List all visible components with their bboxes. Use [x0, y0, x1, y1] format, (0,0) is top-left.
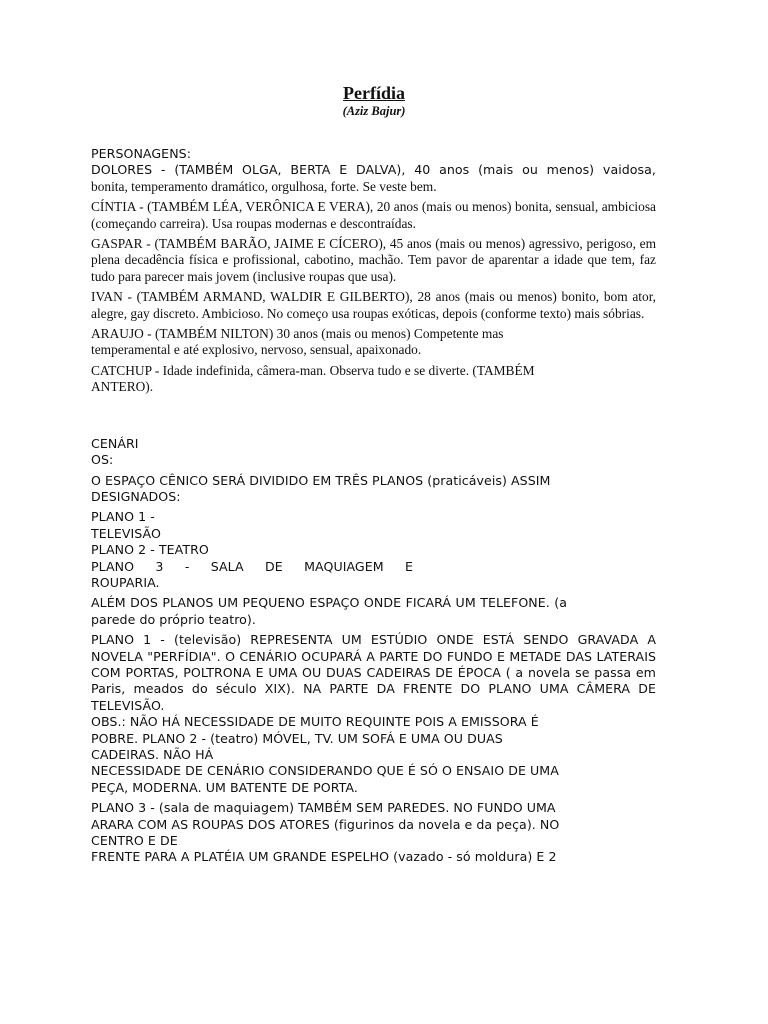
plano3-desc-line3: CENTRO E DE — [91, 833, 178, 849]
character-araujo-line2: temperamental e até explosivo, nervoso, sensual, apaixonado. — [91, 342, 422, 358]
document-author: (Aziz Bajur) — [342, 104, 406, 118]
plano3-name: ROUPARIA. — [91, 574, 160, 590]
characters-section — [91, 146, 656, 195]
plano3-desc-line2: ARARA COM AS ROUPAS DOS ATORES (figurinos da novela e da peça). NO — [91, 816, 560, 832]
plano3-desc-line1: PLANO 3 - (sala de maquiagem) TAMBÉM SEM PAREDES. NO FUNDO UMA — [91, 800, 556, 816]
scenery-intro — [91, 473, 656, 506]
telefone-note: ALÉM DOS PLANOS UM PEQUENO ESPAÇO ONDE FICARÁ UM TELEFONE. (a parede do próprio teatro). — [91, 595, 567, 627]
character-gaspar: GASPAR - (TAMBÉM BARÃO, JAIME E CÍCERO), 45 anos (mais ou menos) agressivo, perigoso, em plena decadência física e profissional, cabotino, machão. Tem pavor de aparentar a idade que tem, faz tudo para parecer mais jovem (inclusive roupas que usa). — [91, 236, 656, 284]
obs-line5: PEÇA, MODERNA. UM BATENTE DE PORTA. — [91, 779, 358, 795]
obs-line2: POBRE. PLANO 2 - (teatro) MÓVEL, TV. UM SOFÁ E UMA OU DUAS — [91, 730, 503, 746]
plano1-name: TELEVISÃO — [91, 525, 161, 541]
character-catchup-line1: CATCHUP - Idade indefinida, câmera-man. Observa tudo e se diverte. (TAMBÉM — [91, 362, 535, 378]
scenery-heading — [91, 436, 656, 469]
plano3-desc-line4: FRENTE PARA A PLATÉIA UM GRANDE ESPELHO (vazado - só moldura) E 2 — [91, 849, 557, 865]
character-dolores-rest: bonita, temperamento dramático, orgulhosa, forte. Se veste bem. — [91, 178, 437, 194]
character-ivan: IVAN - (TAMBÉM ARMAND, WALDIR E GILBERTO), 28 anos (mais ou menos) bonito, bom ator, alegre, gay discreto. Ambicioso. No começo usa roupas exóticas, depois (conforme texto) mais sóbrias. — [91, 289, 656, 321]
scenery-intro-line1: O ESPAÇO CÊNICO SERÁ DIVIDIDO EM TRÊS PLANOS (praticáveis) ASSIM — [91, 472, 551, 488]
plano3-label: PLANO 3 - SALA DE MAQUIAGEM E — [91, 558, 413, 574]
plano1-label: PLANO 1 - — [91, 509, 155, 525]
character-araujo — [91, 326, 656, 359]
obs-line3: CADEIRAS. NÃO HÁ — [91, 747, 214, 762]
plano3-description — [91, 800, 656, 866]
character-catchup — [91, 363, 656, 396]
obs-line4: NECESSIDADE DE CENÁRIO CONSIDERANDO QUE É SÓ O ENSAIO DE UMA — [91, 763, 559, 779]
plano2-label: PLANO 2 - TEATRO — [91, 542, 209, 558]
characters-heading: PERSONAGENS: — [91, 146, 191, 161]
character-catchup-line2: ANTERO). — [91, 379, 154, 395]
obs-line1: OBS.: NÃO HÁ NECESSIDADE DE MUITO REQUINTE POIS A EMISSORA É — [91, 714, 539, 730]
scenery-heading-part1: CENÁRI — [91, 435, 139, 451]
document-body — [91, 146, 656, 870]
scenery-intro-line2: DESIGNADOS: — [91, 488, 181, 504]
character-araujo-line1: ARAUJO - (TAMBÉM NILTON) 30 anos (mais ou menos) Competente mas — [91, 326, 504, 342]
planos-list — [91, 509, 656, 591]
obs-note — [91, 714, 656, 796]
character-dolores-caps: DOLORES - (TAMBÉM OLGA, BERTA E DALVA), 40 anos (mais ou menos) vaidosa, — [91, 162, 656, 178]
document-title: Perfídia — [343, 83, 405, 103]
character-cintia: CÍNTIA - (TAMBÉM LÉA, VERÔNICA E VERA), 20 anos (mais ou menos) bonita, sensual, ambiciosa (começando carreira). Usa roupas modernas e descontraídas. — [91, 199, 656, 231]
plano1-description: PLANO 1 - (televisão) REPRESENTA UM ESTÚDIO ONDE ESTÁ SENDO GRAVADA A NOVELA "PERFÍDIA". O CENÁRIO OCUPARÁ A PARTE DO FUNDO E METADE DAS LATERAIS COM PORTAS, POLTRONA E UMA OU DUAS CADEIRAS DE ÉPOCA ( a novela se passa em Paris, meados do século XIX). NA PARTE DA FRENTE DO PLANO UMA CÂMERA DE TELEVISÃO. — [91, 632, 656, 713]
section-spacer — [91, 400, 656, 436]
scenery-heading-part2: OS: — [91, 452, 114, 468]
